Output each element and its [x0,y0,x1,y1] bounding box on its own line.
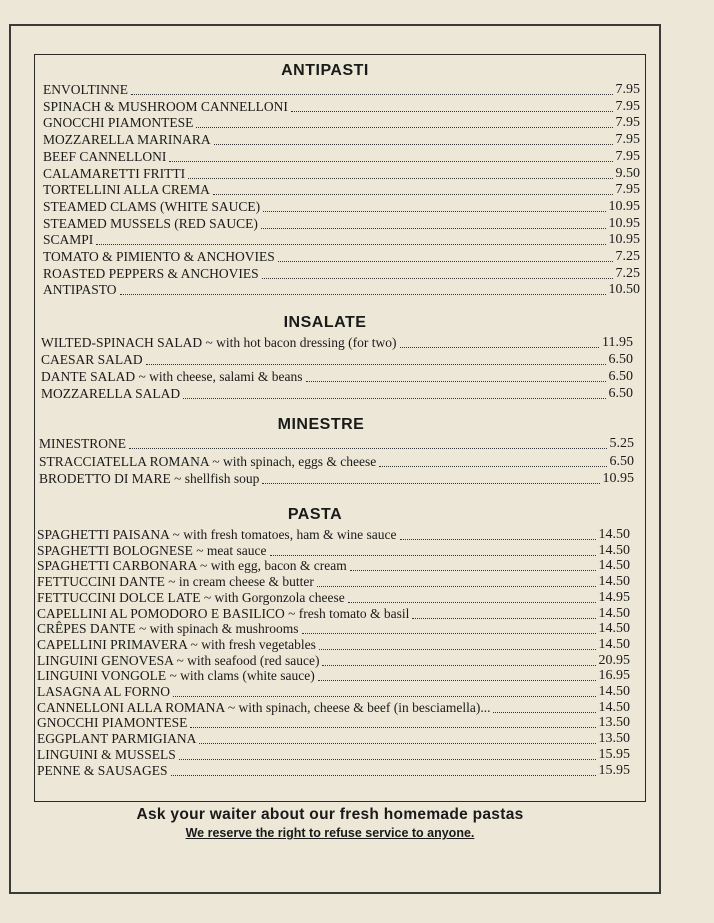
dot-leader [183,397,605,399]
menu-item [37,590,630,606]
menu-item-price: 10.95 [602,471,634,486]
menu-item [43,99,640,115]
dot-leader [120,293,606,295]
dot-leader [400,346,600,348]
footer-note: Ask your waiter about our fresh homemade pastas [136,806,524,823]
menu-item-name: BRODETTO DI MARE ~ shellfish soup [39,471,260,486]
menu-item-price: 13.50 [598,731,630,747]
dot-leader [291,110,613,112]
menu-item-name: CANNELLONI ALLA ROMANA ~ with spinach, cheese & beef (in besciamella)... [37,699,491,715]
menu-item-price: 10.95 [608,198,640,214]
menu-item-price: 14.50 [598,684,630,699]
menu-item-price: 16.95 [598,668,630,684]
dot-leader [129,447,607,449]
dot-leader [306,380,606,382]
menu-item-price: 14.50 [598,574,630,590]
menu-item-price: 20.95 [598,652,630,668]
section-title-antipasti: ANTIPASTI [281,62,369,79]
dot-leader [96,243,605,245]
menu-item-name: LINGUINI GENOVESA ~ with seafood (red sauce) [37,652,320,668]
dot-leader [173,695,595,697]
menu-item-name: EGGPLANT PARMIGIANA [37,731,197,747]
menu-item-price: 14.50 [598,605,630,621]
dot-leader [379,465,606,467]
menu-item-name: CAPELLINI PRIMAVERA ~ with fresh vegetables [37,636,316,652]
dot-leader [318,679,596,681]
menu-item-price: 6.50 [608,352,633,367]
menu-item-price: 15.95 [598,762,630,778]
menu-item-price: 14.50 [598,621,630,637]
footer-disclaimer: We reserve the right to refuse service to anyone. [185,826,475,840]
menu-item-name: CALAMARETTI FRITTI [43,165,186,181]
menu-item [43,115,640,131]
menu-item-name: SPAGHETTI PAISANA ~ with fresh tomatoes, ham & wine sauce [37,527,397,542]
menu-item [37,763,630,779]
dot-leader [317,585,596,587]
menu-item [43,232,640,248]
menu-item-price: 13.50 [598,715,630,731]
menu-item-price: 9.50 [615,165,640,181]
menu-item-price: 10.95 [608,232,640,248]
menu-item-name: STEAMED CLAMS (WHITE SAUCE) [43,198,261,214]
menu-item-price: 10.50 [608,282,640,298]
menu-item-price: 7.25 [615,249,640,264]
menu-item-name: SPAGHETTI BOLOGNESE ~ meat sauce [37,542,267,558]
dot-leader [319,648,596,650]
menu-item [43,182,640,198]
menu-item-price: 7.95 [615,132,640,148]
menu-item [43,132,640,148]
menu-item [37,527,630,543]
menu-item [39,471,634,487]
section-title-insalate: INSALATE [283,314,367,331]
menu-item-name: DANTE SALAD ~ with cheese, salami & beans [41,369,303,384]
menu-item-price: 7.95 [615,115,640,131]
dot-leader [261,227,606,229]
menu-item-price: 14.50 [598,699,630,715]
menu-item [37,637,630,653]
menu-item [37,543,630,559]
page-border-left [9,24,11,894]
menu-item-price: 14.95 [598,589,630,605]
menu-item-name: STRACCIATELLA ROMANA ~ with spinach, eggs & cheese [39,453,377,469]
menu-item-name: GNOCCHI PIAMONTESE [43,115,194,131]
menu-item-price: 6.50 [608,369,633,384]
menu-item [43,82,640,98]
menu-item-name: SCAMPI [43,232,94,248]
menu-item [41,369,633,385]
menu-item [41,386,633,402]
menu-item [37,558,630,574]
dot-leader [322,664,595,666]
menu-item [37,731,630,747]
menu-item-name: CAPELLINI AL POMODORO E BASILICO ~ fresh tomato & basil [37,605,410,621]
dot-leader [213,193,613,195]
dot-leader [169,160,612,162]
menu-item [43,266,640,282]
menu-item-price: 11.95 [602,335,633,350]
menu-item [43,149,640,165]
menu-item [39,436,634,452]
dot-leader [131,93,613,95]
menu-item-price: 7.25 [615,265,640,281]
dot-leader [262,277,613,279]
menu-item-price: 7.95 [615,82,640,97]
menu-item-price: 6.50 [609,453,634,469]
dot-leader [348,601,596,603]
menu-item-name: WILTED-SPINACH SALAD ~ with hot bacon dressing (for two) [41,335,397,350]
menu-item [43,282,640,298]
menu-item-name: MOZZARELLA MARINARA [43,132,211,148]
menu-item-name: BEEF CANNELLONI [43,148,167,164]
menu-item-name: FETTUCCINI DOLCE LATE ~ with Gorgonzola cheese [37,589,345,605]
menu-item-name: LINGUINI VONGOLE ~ with clams (white sauce) [37,668,315,684]
page-border-right [659,24,661,894]
menu-item-name: TOMATO & PIMIENTO & ANCHOVIES [43,249,275,264]
menu-item-price: 14.50 [598,527,630,542]
page-border-top [9,24,661,26]
dot-leader [270,554,596,556]
menu-item-name: ANTIPASTO [43,282,117,298]
menu-item-name: ROASTED PEPPERS & ANCHOVIES [43,265,259,281]
dot-leader [171,774,596,776]
menu-item-price: 14.50 [598,558,630,574]
menu-item [37,606,630,622]
dot-leader [179,758,596,760]
menu-item-name: LASAGNA AL FORNO [37,684,171,699]
menu-item-name: FETTUCCINI DANTE ~ in cream cheese & butter [37,574,314,590]
menu-item-name: SPAGHETTI CARBONARA ~ with egg, bacon & cream [37,558,347,574]
menu-item-name: MINESTRONE [39,436,126,451]
dot-leader [263,210,605,212]
menu-item-price: 7.95 [615,98,640,114]
dot-leader [400,538,596,540]
menu-item-price: 14.50 [598,636,630,652]
menu-item [37,653,630,669]
dot-leader [350,569,596,571]
dot-leader [302,632,596,634]
menu-item-price: 10.95 [608,215,640,231]
section-title-pasta: PASTA [287,506,343,523]
menu-item-name: CAESAR SALAD [41,352,143,367]
menu-item-name: MOZZARELLA SALAD [41,386,181,401]
menu-item-name: TORTELLINI ALLA CREMA [43,182,210,198]
dot-leader [196,126,612,128]
dot-leader [412,617,595,619]
dot-leader [493,711,595,713]
menu-item [37,700,630,716]
page-border-bottom [9,892,661,894]
section-title-minestre: MINESTRE [277,416,365,433]
menu-item [43,216,640,232]
menu-item-name: SPINACH & MUSHROOM CANNELLONI [43,98,288,114]
dot-leader [146,363,606,365]
menu-item [37,684,630,700]
menu-item [43,166,640,182]
menu-item [37,747,630,763]
menu-item-price: 5.25 [609,436,634,451]
menu-item-name: CRÊPES DANTE ~ with spinach & mushrooms [37,621,299,637]
menu-item-price: 15.95 [598,746,630,762]
menu-item [43,199,640,215]
menu-item [41,352,633,368]
menu-item-price: 6.50 [608,386,633,401]
menu-item [39,454,634,470]
menu-item-name: STEAMED MUSSELS (RED SAUCE) [43,215,258,231]
menu-item [37,715,630,731]
menu-item-name: GNOCCHI PIAMONTESE [37,715,188,731]
menu-item [41,335,633,351]
menu-item-price: 14.50 [598,542,630,558]
dot-leader [262,482,599,484]
dot-leader [190,726,595,728]
dot-leader [199,742,595,744]
menu-item-price: 7.95 [615,148,640,164]
menu-item-name: ENVOLTINNE [43,82,128,97]
dot-leader [278,260,613,262]
menu-item-name: LINGUINI & MUSSELS [37,746,176,762]
menu-item [37,574,630,590]
dot-leader [214,143,613,145]
dot-leader [188,177,612,179]
menu-item [37,621,630,637]
menu-item [43,249,640,265]
menu-item [37,668,630,684]
menu-item-price: 7.95 [615,182,640,198]
menu-item-name: PENNE & SAUSAGES [37,762,168,778]
